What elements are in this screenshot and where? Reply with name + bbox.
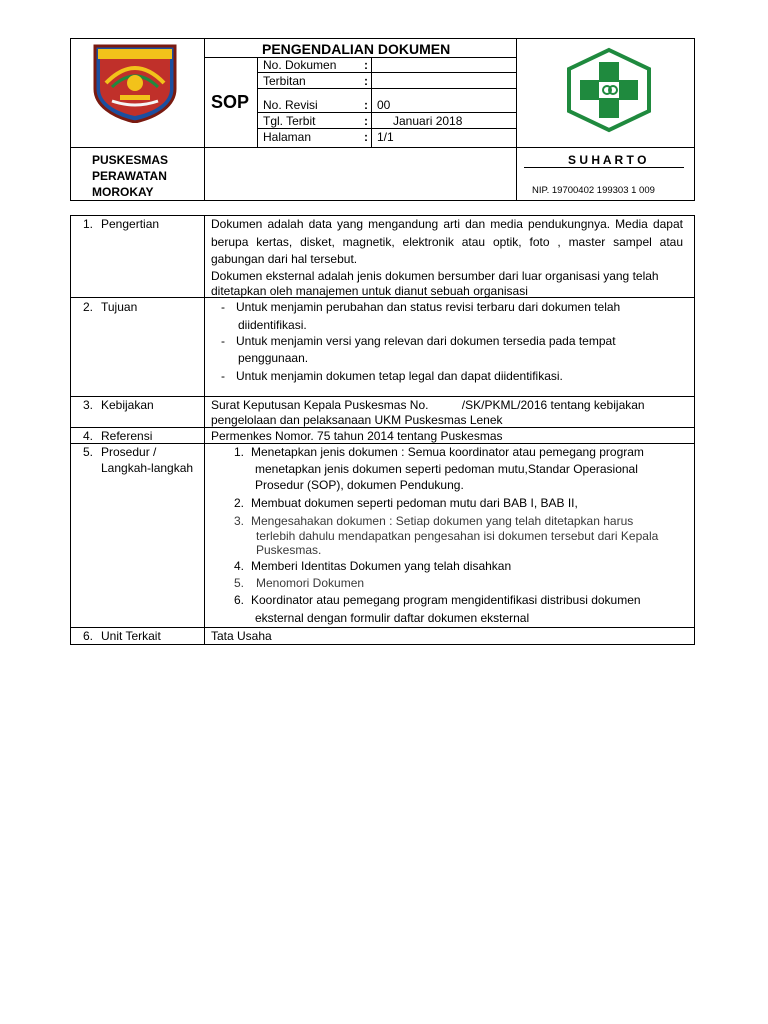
field-no-revisi-label: No. Revisi: [263, 98, 318, 112]
section-number: 1.: [83, 217, 94, 231]
document-title: PENGENDALIAN DOKUMEN: [262, 41, 451, 57]
org-name-line-2: PERAWATAN: [92, 169, 167, 183]
field-halaman-sep: :: [364, 130, 368, 144]
body-line: pengelolaan dan pelaksanaan UKM Puskesmas Lenek: [211, 413, 503, 427]
district-logo: [92, 43, 178, 123]
field-no-dokumen-sep: :: [364, 58, 368, 72]
step-text: Koordinator atau pemegang program mengidentifikasi distribusi dokumen: [251, 593, 641, 607]
step-number: 4.: [234, 559, 245, 573]
section-label: Kebijakan: [101, 398, 154, 412]
step-text: Membuat dokumen seperti pedoman mutu dari BAB I, BAB II,: [251, 496, 578, 510]
body-line: Tata Usaha: [211, 629, 272, 643]
section-label: Referensi: [101, 429, 153, 443]
sop-label: SOP: [211, 92, 250, 112]
bullet-text: Untuk menjamin perubahan dan status revisi terbaru dari dokumen telah: [236, 300, 621, 314]
field-terbitan-sep: :: [364, 74, 368, 88]
section-number: 3.: [83, 398, 94, 412]
field-no-revisi-value: 00: [377, 98, 391, 112]
step-text: eksternal dengan formulir daftar dokumen eksternal: [255, 611, 530, 625]
section-label: Langkah-langkah: [101, 461, 194, 475]
field-tgl-terbit-sep: :: [364, 114, 368, 128]
bullet-text: Untuk menjamin versi yang relevan dari dokumen tersedia pada tempat: [236, 334, 616, 348]
section-label: Pengertian: [101, 217, 160, 231]
field-tgl-terbit-value: Januari 2018: [393, 114, 463, 128]
section-number: 2.: [83, 300, 94, 314]
bullet-text: diidentifikasi.: [238, 318, 307, 332]
step-text: Prosedur (SOP), dokumen Pendukung.: [255, 478, 464, 492]
bullet-text: Untuk menjamin dokumen tetap legal dan dapat diidentifikasi.: [236, 369, 563, 383]
org-name-line-3: MOROKAY: [92, 185, 154, 199]
body-line: Dokumen adalah data yang mengandung arti dan media pendukungnya. Media dapat: [211, 217, 683, 231]
body-line: gabungan dari hal tersebut.: [211, 252, 358, 266]
section-label: Prosedur /: [101, 445, 157, 459]
step-text: Mengesahakan dokumen : Setiap dokumen yang telah ditetapkan harus: [251, 514, 634, 528]
signer-underline: [524, 167, 684, 168]
body-line: berupa kertas, disket, magnetik, elektronik atau optik, foto , master sampel atau: [211, 235, 683, 249]
field-no-revisi-sep: :: [364, 98, 368, 112]
step-text: Menomori Dokumen: [256, 576, 365, 590]
step-text: Memberi Identitas Dokumen yang telah disahkan: [251, 559, 512, 573]
signer-nip: NIP. 19700402 199303 1 009: [532, 185, 655, 196]
step-text: Menetapkan jenis dokumen : Semua koordinator atau pemegang program: [251, 445, 644, 459]
bullet-dash: -: [221, 334, 225, 348]
field-terbitan-label: Terbitan: [263, 74, 306, 88]
puskesmas-logo: [563, 47, 655, 133]
step-text: menetapkan jenis dokumen seperti pedoman mutu,Standar Operasional: [255, 462, 638, 476]
bullet-dash: -: [221, 369, 225, 383]
body-line: Permenkes Nomor. 75 tahun 2014 tentang Puskesmas: [211, 429, 503, 443]
step-text: terlebih dahulu mendapatkan pengesahan isi dokumen tersebut dari Kepala: [256, 529, 659, 543]
bullet-text: penggunaan.: [238, 351, 309, 365]
field-no-dokumen-label: No. Dokumen: [263, 58, 337, 72]
step-text: Puskesmas.: [256, 543, 322, 557]
section-number: 6.: [83, 629, 94, 643]
body-line: ditetapkan oleh manajemen untuk dianut sebuah organisasi: [211, 284, 528, 298]
body-line: Dokumen eksternal adalah jenis dokumen bersumber dari luar organisasi yang telah: [211, 269, 659, 283]
section-number: 4.: [83, 429, 94, 443]
body-line: Surat Keputusan Kepala Puskesmas No. /SK/PKML/2016 tentang kebijakan: [211, 398, 645, 412]
org-name-line-1: PUSKESMAS: [92, 153, 169, 167]
field-tgl-terbit-label: Tgl. Terbit: [263, 114, 316, 128]
signer-name: S U H A R T O: [568, 153, 647, 167]
step-number: 3.: [234, 514, 245, 528]
field-halaman-value: 1/1: [377, 130, 394, 144]
section-label: Unit Terkait: [101, 629, 161, 643]
step-number: 1.: [234, 445, 245, 459]
section-number: 5.: [83, 445, 94, 459]
step-number: 5.: [234, 576, 245, 590]
step-number: 6.: [234, 593, 245, 607]
bullet-dash: -: [221, 300, 225, 314]
field-halaman-label: Halaman: [263, 130, 312, 144]
section-label: Tujuan: [101, 300, 138, 314]
step-number: 2.: [234, 496, 245, 510]
